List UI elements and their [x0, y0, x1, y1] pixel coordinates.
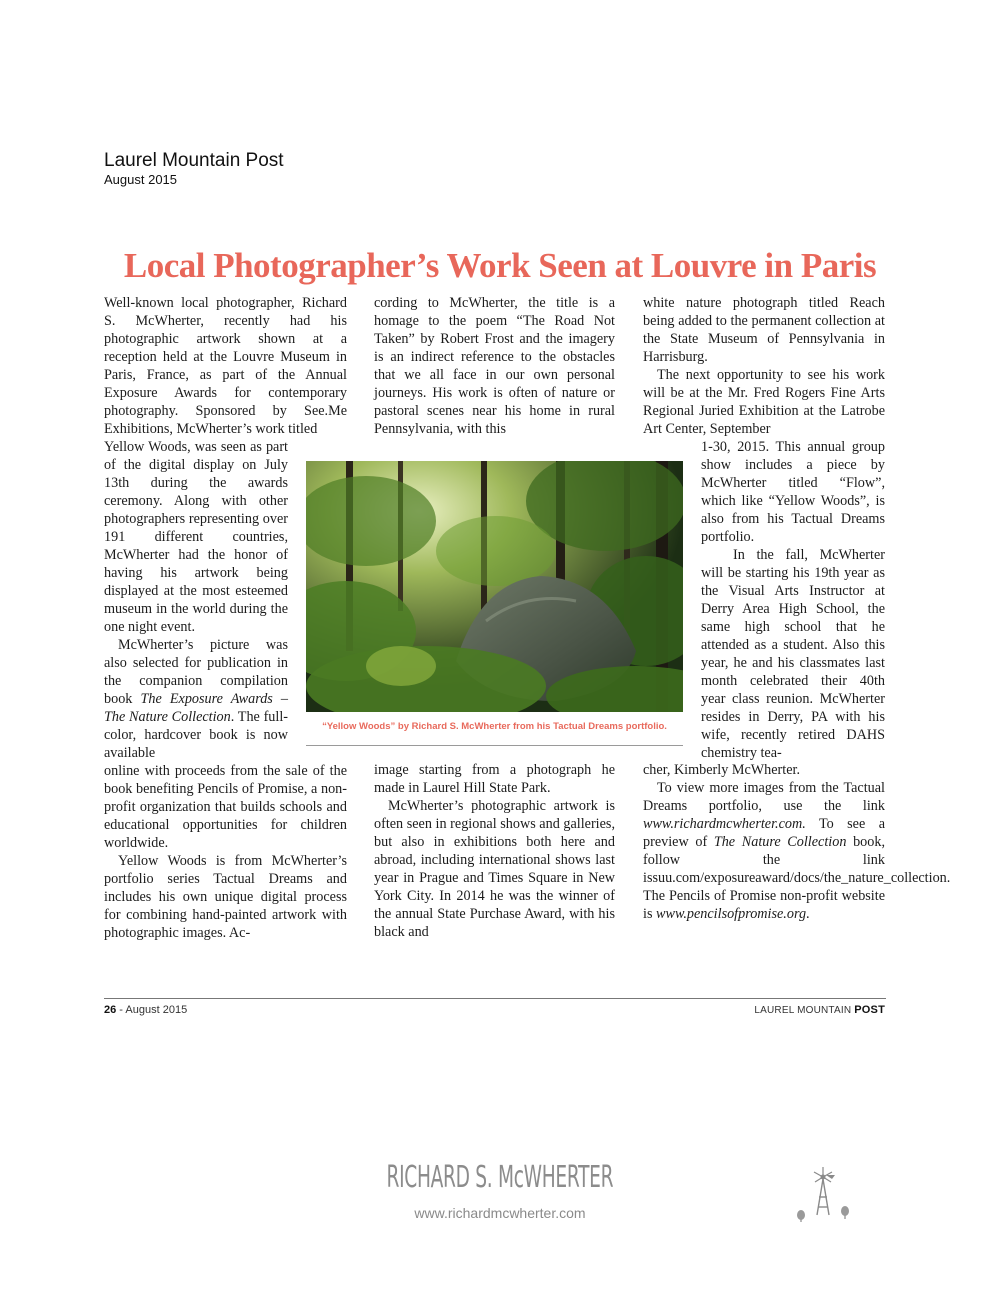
paragraph: Yellow Woods is from McWherter’s portfolio series Tactual Dreams and includes his own unique digital process for combining hand-painted artwork with photographic images. Ac- — [104, 853, 347, 941]
website-link[interactable]: www.richardmcwherter.com. — [643, 816, 806, 832]
publication-name: Laurel Mountain Post — [104, 150, 284, 171]
paragraph — [643, 779, 951, 923]
article-column-2-top — [374, 294, 615, 438]
windmill-icon — [795, 1165, 865, 1225]
text-run: . The full-color, hardcover book is now available — [104, 709, 288, 761]
paragraph: online with proceeds from the sale of the book benefiting Pencils of Promise, a non-profit organization that builds schools and educational opportunities for children worldwide. — [104, 763, 347, 851]
paragraph: 1-30, 2015. This annual group show includes a piece by McWherter titled “Flow”, which like “Yellow Woods”, is also from his Tactual Dreams portfolio. — [701, 439, 885, 545]
paragraph: Well-known local photographer, Richard S. McWherter, recently had his photographic artwork shown at a reception held at the Louvre Museum in Paris, France, as part of the Annual Exposure Awards for contemporary photography. Sponsored by See.Me Exhibitions, McWherter’s work titled — [104, 295, 347, 437]
text-run: book, follow the link issuu.com/exposureaward/docs/the_nature_collection. The Pencils of Promise non-profit website is — [643, 834, 951, 922]
publication-header — [104, 150, 284, 188]
article-photo — [306, 461, 683, 712]
paragraph: McWherter’s photographic artwork is often seen in regional shows and galleries, but also in exhibitions both here and abroad, including international shows last year in Prague and Times Square in New York City. In 2014 he was the winner of the annual State Purchase Award, with his black and — [374, 798, 615, 940]
publication-date: August 2015 — [104, 172, 178, 187]
text-run: McWherter’s picture was also selected for publication in the companion compilation book — [104, 637, 288, 707]
brand-name: RICHARD S. McWHERTER — [386, 1160, 614, 1195]
paragraph — [104, 636, 288, 762]
website-link[interactable]: www.pencilsofpromise.org — [656, 906, 807, 922]
article-column-3-bottom — [643, 761, 951, 923]
masthead-bold: POST — [854, 1004, 885, 1016]
page-folio — [104, 1004, 187, 1016]
page-number: 26 — [104, 1004, 117, 1016]
book-title: The Exposure Awards –The Nature Collection — [104, 691, 289, 725]
paragraph: In the fall, McWherter will be starting his 19th year as the Visual Arts Instructor at Derry Area High School, the same high school that he attended as a student. Also this year, he and his classmates last month celebrated their 40th year class reunion. McWherter resides in Derry, PA with his wife, recently retired DAHS chemistry tea- — [701, 547, 885, 761]
paragraph: The next opportunity to see his work will be at the Mr. Fred Rogers Fine Arts Regional Juried Exhibition at the Latrobe Art Center, September — [643, 367, 885, 437]
article-column-3-narrow — [701, 438, 885, 762]
article-headline: Local Photographer’s Work Seen at Louvre in Paris — [123, 246, 877, 285]
paragraph: image starting from a photograph he made in Laurel Hill State Park. — [374, 762, 615, 796]
paragraph: Yellow Woods, was seen as part of the digital display on July 13th during the awards ceremony. Along with other photographers representing over 191 different countries, McWherter had the honor of having his artwork being displayed at the most esteemed museum in the world during the one night event. — [104, 439, 288, 635]
article-column-3-top — [643, 294, 885, 438]
photo-caption: “Yellow Woods” by Richard S. McWherter from his Tactual Dreams portfolio. — [322, 721, 667, 732]
forest-photo-illustration — [306, 461, 683, 712]
paragraph: cording to McWherter, the title is a homage to the poem “The Road Not Taken” by Robert Frost and the imagery is an indirect reference to the obstacles that we all face in our own personal journeys. His work is often of nature or pastoral scenes near his home in rural Pennsylvania, with this — [374, 295, 615, 437]
paragraph: white nature photograph titled Reach being added to the permanent collection at the State Museum of Pennsylvania in Harrisburg. — [643, 295, 885, 365]
article-column-2-bottom — [374, 761, 615, 941]
book-title: The Nature Collection — [713, 834, 847, 850]
narrow-text-block — [104, 438, 288, 762]
text-run: To view more images from the Tactual Dreams portfolio, use the link — [643, 780, 885, 814]
text-run: . — [806, 906, 810, 922]
text-run: To see a preview of — [643, 816, 885, 850]
footer-divider — [104, 998, 886, 999]
paragraph: cher, Kimberly McWherter. — [643, 762, 801, 778]
brand-url[interactable]: www.richardmcwherter.com — [414, 1205, 586, 1221]
caption-divider — [306, 745, 683, 746]
masthead-footer — [754, 1004, 885, 1016]
page-date: - August 2015 — [116, 1004, 188, 1016]
masthead-light: LAUREL MOUNTAIN — [754, 1005, 855, 1016]
